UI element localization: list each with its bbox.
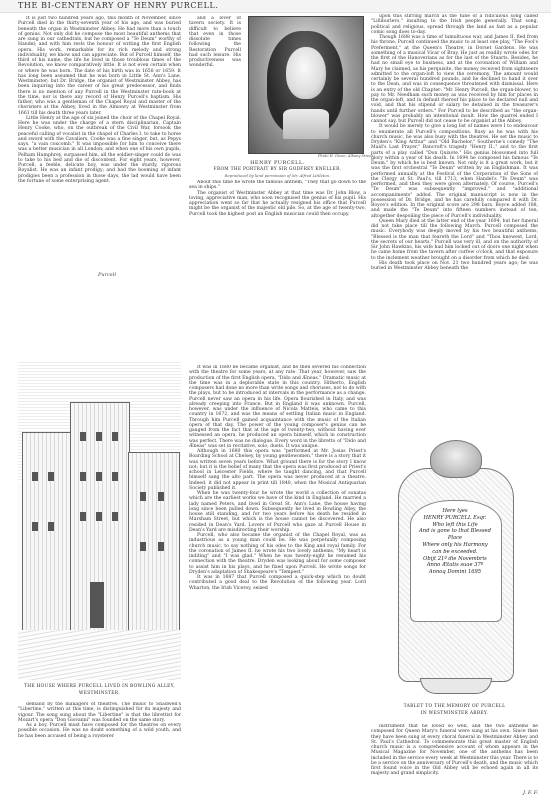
window	[158, 492, 164, 501]
paragraph: Queen Mary died at the latter end of the year 1694, but her funeral did not take place till the following March. Purcell composed the music. Everybody was deeply moved by his two beautiful anthems, "Blessed is the man that feareth the Lord" and "Thou knowest, Lord, the secrets of our hearts." Purcell was very ill, and on the authority of Sir John Hawkins, his wife had him locked out of doors one night when he came home from the tavern after curfew o'clock, and that exposure to the inclement weather brought on a disorder from which he died.	[371, 218, 538, 261]
tablet-caption-line2: IN WESTMINSTER ABBEY.	[420, 711, 489, 716]
article-column-1	[18, 16, 181, 358]
inscription-line: Anno Ætatis suae 37º	[426, 562, 484, 569]
window	[140, 542, 146, 551]
portrait-caption-permission: Reproduced by kind permission of Mr. Alfred Littleton.	[224, 173, 331, 178]
memorial-tablet-image	[390, 440, 520, 698]
paragraph: and a lover of tavern society. It is difficult to believe that even in those dissolute times following the Restoration Purcell had such leisure. His productiveness was wonderful.	[189, 16, 241, 69]
window	[112, 432, 118, 441]
article-column-2-intro	[189, 16, 241, 146]
inscription-line: Obijt 21º die Novembris	[423, 555, 487, 562]
window	[112, 512, 118, 521]
paragraph: Though 1688 was a time of tumultuous war, and James II. fled from his throne, Purcell continued the music to at least one play, "The Fool's Preferment," at the Queen's Theatre, in Dorset Gardens. He was something of a musical Vicar of Bray. He just as readily wrote odes for the first of the Hanoverians as for the last of the Stuarts. Besides, he had no small eye to business, and at the coronation of William and Mary he claimed, as his perquisite, the money received from sightseers admitted to the organ-loft to view the ceremony. The amount would certainly be several hundred pounds, and he declined to hand it over to the Dean, and was in consequence threatened with dismissal. Here is an entry of the old Chapter: "Mr. Henry Purcell, the organ-blower, to pay to Mr. Needham such money as was received by him for places in the organ-loft, and in default thereof his place to be declared null and void, and that his stipend or salary be detained in the treasurer's hands until further orders." For Purcell to be described as "the organ-blower" was probably an intentional insult. How the quarrel ended I cannot say, but Purcell did not cease to be organist at the Abbey.	[371, 35, 538, 124]
house-caption-line2: WESTMINSTER.	[78, 691, 121, 696]
inscription-line: HENRY PURCELL Esqr.	[423, 514, 487, 521]
window	[96, 472, 102, 481]
inscription-line: And is gone to that Blessed Place	[419, 528, 491, 542]
paragraph: It was in 1680 he became organist, and he then severed his connection with the theatre for some years, at any rate. That year, however, saw the production of the first English opera, "Dido and Æneas." Dramatic music at the time was in a deplorable state in this country. Hitherto, English composers had done no more than write songs and choruses, not to do with the plays, but to be introduced at intervals in the performance as a change. Purcell never saw an opera in his life. Opera flourished in Italy, and was already creeping into France. But in England it was unknown. Purcell, however, was under the influence of Nicola Matteis, who came to this country in 1672, and was the means of settling Italian music in England. Through him Purcell gained acquaintance with the music of the Italian opera of that day. The power of the young composer's genius can be gauged from the fact that at the age of twenty-two, without having ever witnessed an opera, he produced an opera himself, which in construction was perfect. There was no dialogue. Every word in the libretto of "Dido and Æneas" was set in recitative, solo, duets. It was unique.	[189, 365, 366, 449]
window	[80, 472, 86, 481]
article-column-2	[189, 365, 366, 797]
window	[96, 432, 102, 441]
paragraph: About this time he wrote the famous anthem, "They that go down to the sea in ships."	[189, 180, 366, 191]
portrait-face	[286, 47, 326, 99]
article-column-2-top	[189, 180, 366, 360]
paragraph: Although in 1680 this opera was "performed at Mr. Josias Priest's Boarding School at Chelsey, by young gentlewomen," there is a story that it was written seven years before. What ground there is for the story I know not; but it is the belief of many that the opera was first produced at Priest's school in Leicester Fields, where he taught dancing, and that Purcell himself sang the alto part. The opera was never produced at a theatre. Indeed, it did not appear in print till 1840, when the Musical Antiquarian Society published it.	[189, 449, 366, 491]
paragraph: The organist of Westminster Abbey at that time was Dr. John Blow, a loving, appreciative man, who soon recognised the genius of his pupil. His appreciation went so far that he actually resigned his office that Purcell might be the organist of the majestic old pile. So, at the age of twenty-two, Purcell took the highest post an English musician could then occupy.	[189, 190, 366, 217]
photo-credit: Photo H. Dixon, Albany Street.	[318, 154, 375, 158]
inscription-line: Here lyes	[442, 508, 468, 514]
paragraph: It was in 1687 that Purcell composed a quick-step which no doubt contributed a good deal to the Revolution of the following year. Lord Wharton, the Irish Viceroy, seized	[189, 575, 366, 591]
portrait-caption-name: HENRY PURCELL.	[250, 160, 305, 166]
artist-signature: Purcell	[98, 272, 116, 278]
article-column-1-bottom	[18, 702, 181, 796]
paragraph: His death took place on Nov. 21 two hundred years ago; he was buried in Westminster Abbey beneath the	[371, 260, 538, 271]
article-column-3-bottom	[371, 724, 538, 796]
paragraph: instrument that he loved so well, and the two anthems he composed for Queen Mary's funeral were sung at his own. Since then they have been sung at every choral funeral in Westminster Abbey and St. Paul's Cathedral. To commemorate this great master of English church music is a comprehensive account of whom appears in the Musical Magazine for November, one of the anthems has been included in the service every week at Westminster this year. There is to be a service on the anniversary of Purcell's death, and the music which first found voice in the Old Abbey will be echoed again in all its majesty and grand simplicity.	[371, 724, 538, 777]
portrait-caption-source: FROM THE PORTRAIT BY SIR GODFREY KNELLER.	[213, 167, 342, 172]
paragraph: demand by the managers of theatres. The music to Shadwell's "Libertine," written at this time, is distinguished for its majesty and vigour. The song sung about the "Libertine" is that the librettist for Mozart's opera "Don Giovanni" was founded on the same story.	[18, 702, 181, 723]
tablet-crest	[430, 440, 482, 478]
window	[32, 522, 38, 531]
street-foreground	[18, 630, 181, 680]
paragraph: upon this stirring march as the tune of a ridiculous song called "Lilliburlero," insulting to the Irish people generally. That song, political and religious, spread through the land as fast as a popular comic song does to-day.	[371, 14, 538, 35]
house-caption-line1: THE HOUSE WHERE PURCELL LIVED IN BOWLING ALLEY,	[24, 684, 175, 689]
doorway	[90, 582, 104, 628]
window	[158, 542, 164, 551]
portrait-collar	[283, 109, 329, 139]
author-signature: J. F. F.	[523, 789, 538, 796]
window	[48, 522, 54, 531]
inscription-line: Where only his Harmony	[422, 541, 488, 548]
inscription-line: Annoq Domini 1695	[428, 569, 482, 576]
paragraph: Little Henry at the age of six joined the choir of the Chapel Royal. Here he was under the charge of a stern disciplinarian, Captain Henry Cooke, who, on the outbreak of the Civil War, forsook the peaceful calling of vocalist in the chapel of Charles I. to take to horse and sword with the Cavaliers. Cooke was a fine singer, but, as Pepys says, "a vain coxcomb." It was impossible for him to conceive there was a better musician in all London; and when one of his own pupils, Pelham Humphrey, surpassed him, all the soldier-singer could do was to take to his bed and die of discontent. For eight years, however, Purcell, a feeble, delicate boy, was under the sturdy, rigorous Royalist. He was an infant prodigy; and had the booming of infant prodigies been a profession in those days, the lad would have been the fortune of some enterprising agent.	[18, 115, 181, 184]
window	[80, 432, 86, 441]
paragraph: Purcell, who also became the organist of the Chapel Royal, was as industrious as a young man could be. He was perpetually composing church music, to say nothing of his odes to the King and royal family. For the coronation of James II. he wrote his two lovely anthems, "My heart is inditing" and "I was glad." When he was twenty-eight he resumed his connection with the theatre. Dryden was looking about for some composer to assist him in his plays, and he fixed upon Purcell. He wrote songs for Dryden's adaptation of Shakespeare's "Tempest."	[189, 533, 366, 575]
tablet-base	[420, 678, 492, 694]
tablet-caption-line1: TABLET TO THE MEMORY OF PURCELL	[403, 704, 506, 709]
paragraph: It is just two hundred years ago, this month of November, since Purcell died in the thirty-seventh year of his age, and was buried beneath the organ in Westminster Abbey. He had more than a touch of genius. Not only did he compose the most beautiful anthems that are sung in our cathedrals, but he composed a "Te Deum" worthy of Handel; and with him rests the honour of writing the first English opera. His work, remarkable for its rich melody and strong individuality, we know and can appreciate. But of Purcell himself, the third of his name, the life he lived in those troublous times of the Revolution, we know comparatively little. It is not even certain when or where he was born. The date of his birth was in 1658 or 1659. It has long been assumed that he was born in Little St. Ann's Lane, Westminster; but Dr. Bridge, the organist of Westminster Abbey, has been inquiring into the career of his great predecessor, and finds there is no mention of any Purcell in the Westminster rate-book at the time, nor is there any record of Henry Purcell's baptism. His father, who was a gentleman of the Chapel Royal and master of the choristers at the Abbey, lived in the Almonry at Westminster from 1661 till his death three years later.	[18, 16, 181, 116]
inscription-line: Who left this Life	[432, 521, 478, 528]
house-illustration	[18, 362, 181, 680]
page-header	[0, 0, 551, 13]
window	[96, 512, 102, 521]
paragraph: As a boy, Purcell must have composed for the theatres on every possible occasion. He was no doubt something of a wild youth, and he has been accused of being a roysterer	[18, 723, 181, 739]
tablet-inscription	[412, 508, 498, 576]
building-right	[128, 452, 180, 634]
window	[48, 472, 54, 481]
window	[80, 512, 86, 521]
article-column-3	[371, 14, 538, 434]
window	[32, 472, 38, 481]
building-left	[22, 432, 72, 634]
inscription-line: can be exceeded.	[432, 548, 478, 555]
portrait-image	[248, 16, 364, 154]
paragraph: It would be merely to give a long list of names were I to endeavour to enumerate all Purcell's compositions. Busy as he was with his church music, he was also busy with the theatres. He set the music to Dryden's "King Arthur" and "Old Bachelor," Southerne's comedy "The Maid's Last Prayer," Bancroft's tragedy "Henry II.," and to the first parts of a play called "Don Quixote." His genius blossomed into full glory within a year of his death. In 1694 he composed his famous "Te Deum," by which he is best known. Not only is it a great work, but it was the first orchestral "Te Deum" written by an Englishman. It was performed annually at the Festival of the Corporation of the Sons of the Clergy at St. Paul's, till 1713, when Handel's "Te Deum" was performed, and then they were given alternately. Of course, Purcell's "Te Deum" was subsequently "improved," and "additional accompaniments" added. The original manuscript is now in the possession of Dr. Bridge, and he has carefully compared it with Dr. Boyce's edition. In the original score are 298 bars. Boyce added 188, and made the "Te Deum" into fifteen numbers instead of ten, altogether despoiling the piece of Purcell's individuality.	[371, 124, 538, 219]
page-title: THE BI-CENTENARY OF HENRY PURCELL.	[18, 1, 219, 10]
paragraph: When he was twenty-four he wrote the world a collection of sonatas which are the earliest works we have of the kind in England. He married a lady named Peters, and lived in Great St. Ann's Lane, the house having long since been pulled down. Subsequently he lived in Bowling Alley, the house still standing, and for two years before his death he resided in Marsham Street, but which is the house cannot be discovered. He also resided in Dean's Yard. Lovers of Purcell who gaze at Purcell House in Dean's Yard are misdirecting their worship.	[189, 491, 366, 533]
window	[140, 492, 146, 501]
window	[112, 472, 118, 481]
